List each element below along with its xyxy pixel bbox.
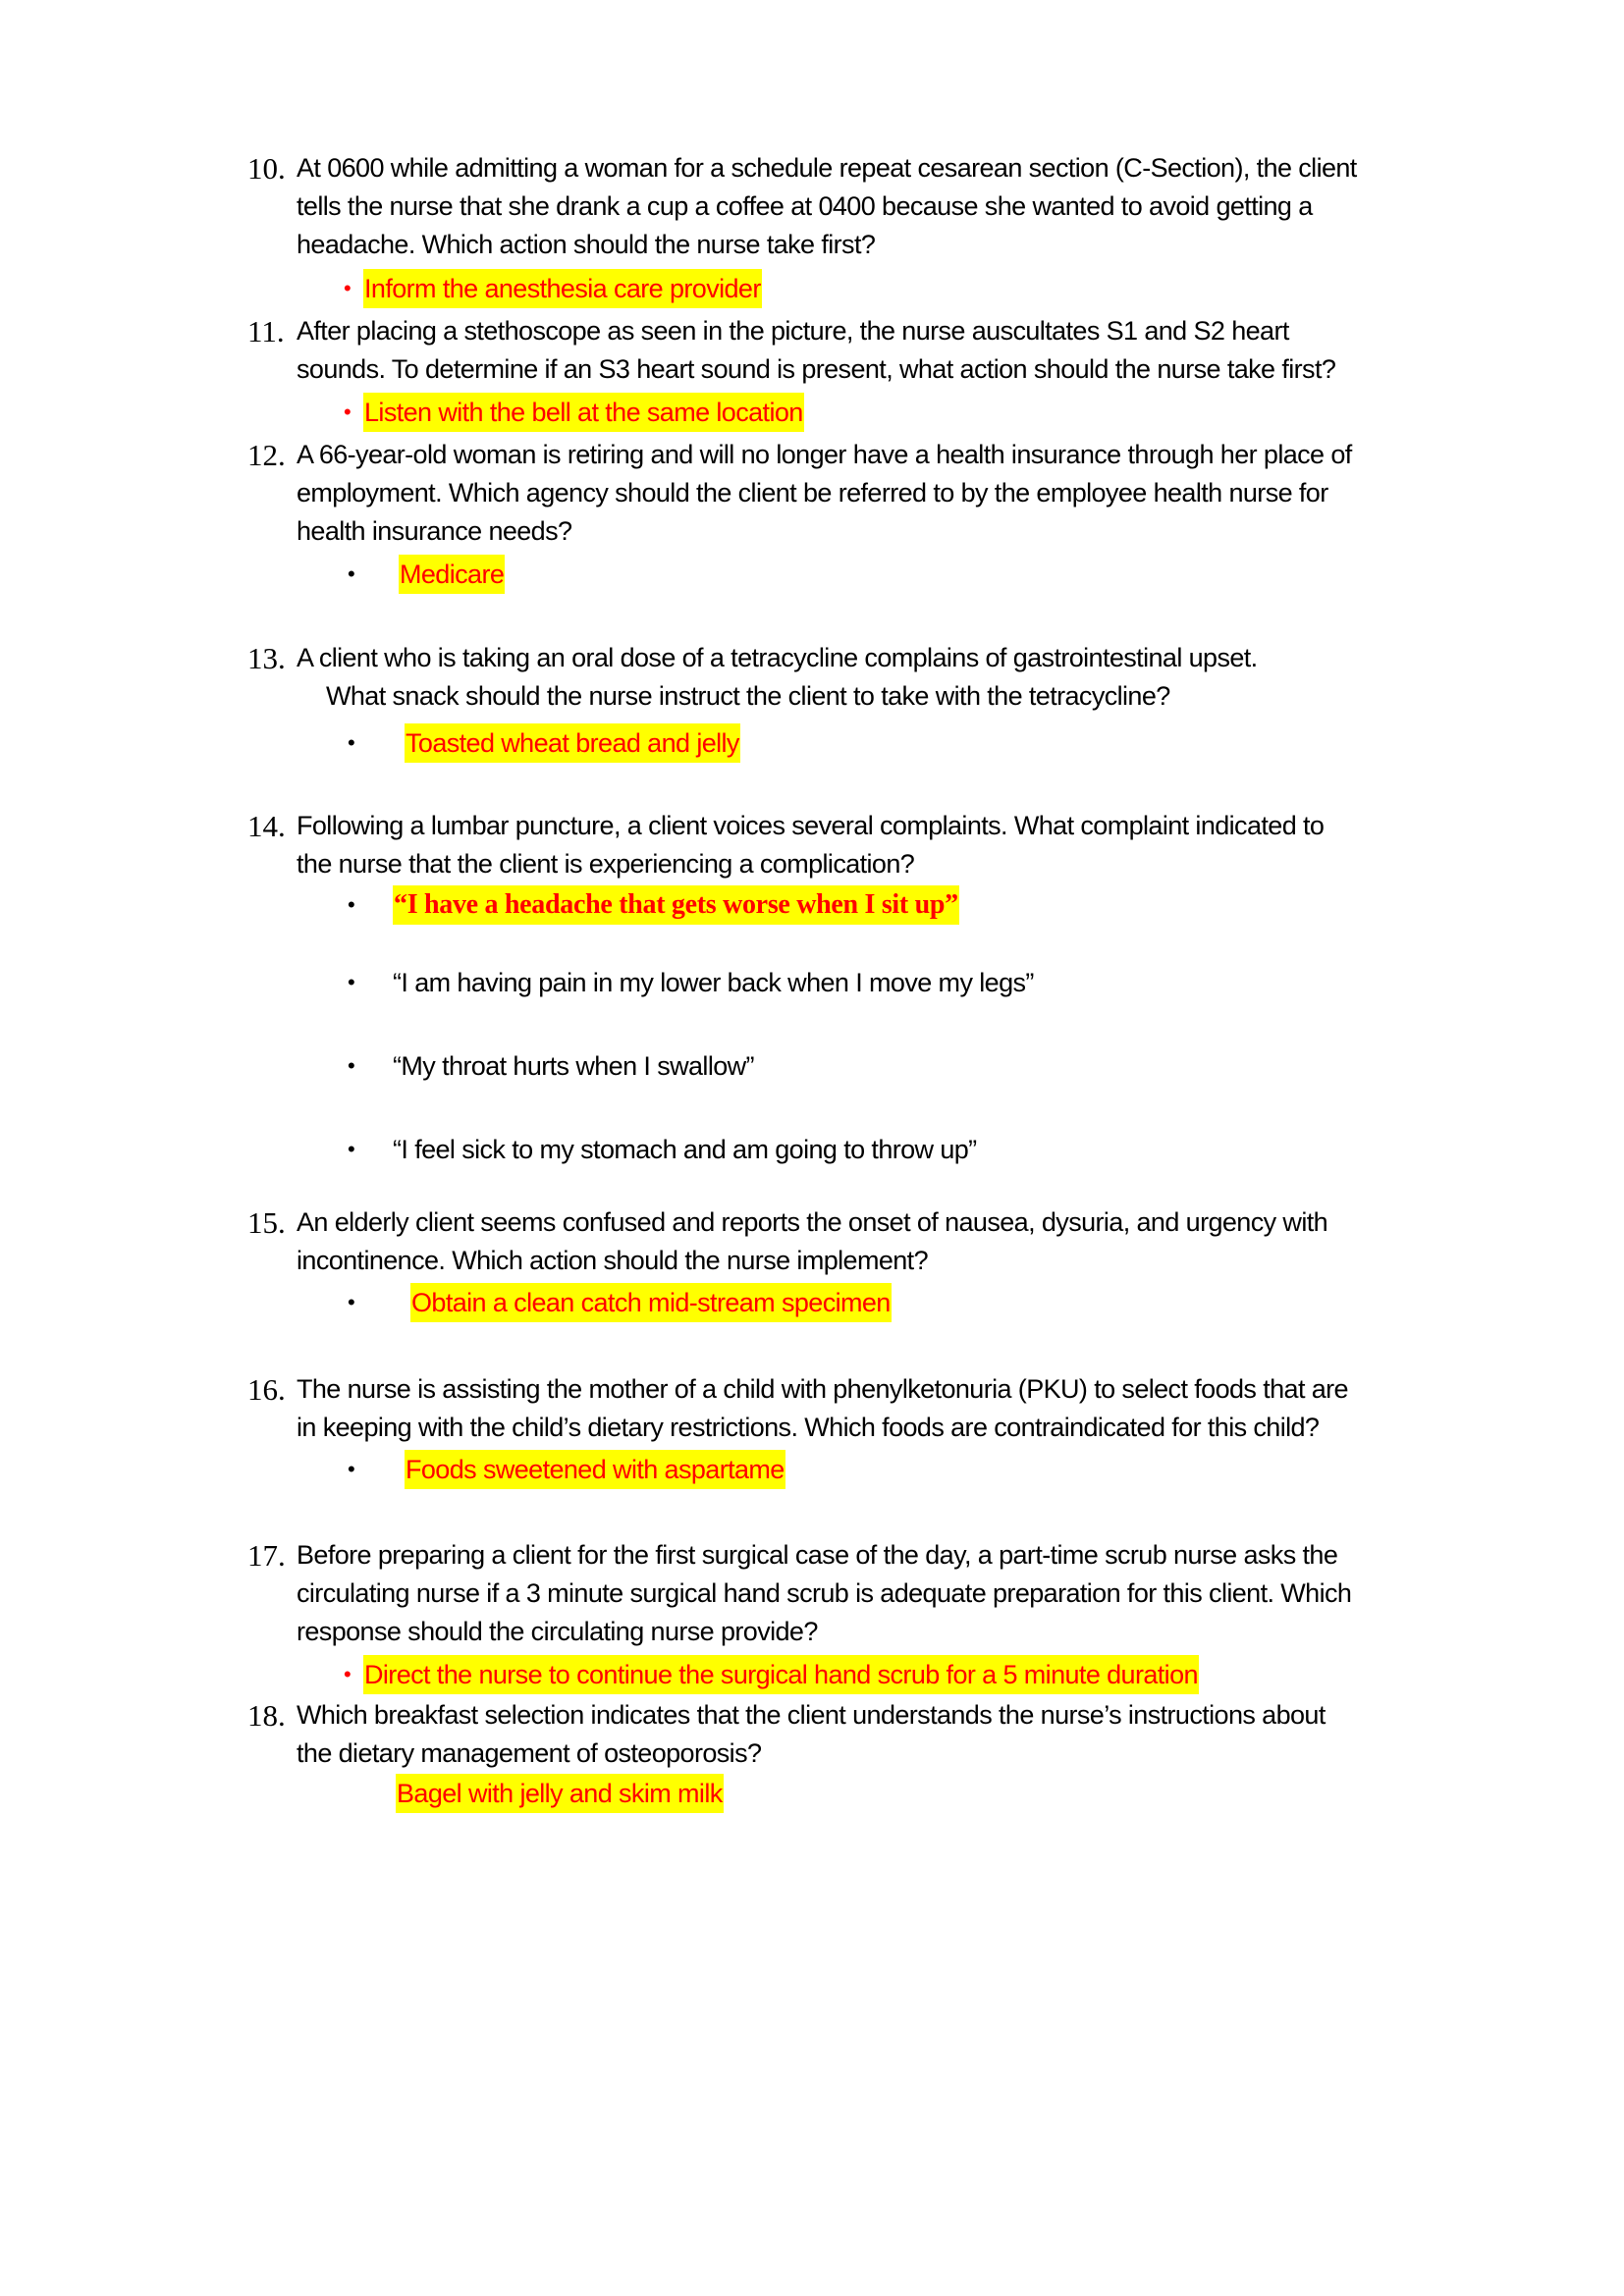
question-text-line: the nurse that the client is experiencing a complication? bbox=[297, 849, 915, 879]
question-text-line: What snack should the nurse instruct the client to take with the tetracycline? bbox=[326, 681, 1170, 711]
question-text-line: incontinence. Which action should the nurse implement? bbox=[297, 1246, 928, 1275]
bullet-icon: • bbox=[348, 892, 355, 917]
question-text-line: response should the circulating nurse provide? bbox=[297, 1617, 818, 1646]
question-13 bbox=[247, 639, 1485, 716]
question-text-line: A client who is taking an oral dose of a tetracycline complains of gastrointestinal upset. bbox=[297, 643, 1258, 672]
question-text-line: health insurance needs? bbox=[297, 516, 572, 546]
question-text-line: sounds. To determine if an S3 heart sound is present, what action should the nurse take first? bbox=[297, 354, 1336, 384]
bullet-icon: • bbox=[348, 1053, 355, 1078]
bullet-icon: • bbox=[348, 1290, 355, 1314]
bullet-icon: • bbox=[344, 1662, 352, 1686]
bullet-icon: • bbox=[348, 970, 355, 994]
question-text-line: A 66-year-old woman is retiring and will no longer have a health insurance through her place of bbox=[297, 440, 1352, 469]
highlighted-answer: Obtain a clean catch mid-stream specimen bbox=[410, 1283, 892, 1322]
highlighted-answer: Bagel with jelly and skim milk bbox=[396, 1774, 724, 1813]
question-10 bbox=[247, 149, 1485, 264]
question-text-line: circulating nurse if a 3 minute surgical hand scrub is adequate preparation for this client. Which bbox=[297, 1578, 1352, 1608]
question-number: 15. bbox=[247, 1205, 286, 1240]
question-11 bbox=[247, 312, 1485, 389]
question-15 bbox=[247, 1203, 1485, 1280]
question-number: 17. bbox=[247, 1538, 286, 1573]
question-text-line: in keeping with the child’s dietary restrictions. Which foods are contraindicated for this child? bbox=[297, 1413, 1320, 1442]
highlighted-answer: “I have a headache that gets worse when I sit up” bbox=[393, 885, 959, 925]
answer-option: “I am having pain in my lower back when I move my legs” bbox=[393, 968, 1034, 997]
question-text-line: headache. Which action should the nurse take first? bbox=[297, 230, 876, 259]
question-18 bbox=[247, 1696, 1485, 1773]
answer-option: “My throat hurts when I swallow” bbox=[393, 1051, 754, 1081]
answer-option: “I feel sick to my stomach and am going to throw up” bbox=[393, 1135, 977, 1164]
question-text-line: An elderly client seems confused and reports the onset of nausea, dysuria, and urgency with bbox=[297, 1207, 1328, 1237]
highlighted-answer: Direct the nurse to continue the surgical hand scrub for a 5 minute duration bbox=[363, 1655, 1199, 1694]
question-17 bbox=[247, 1536, 1485, 1651]
question-text-line: Following a lumbar puncture, a client voices several complaints. What complaint indicated to bbox=[297, 811, 1325, 840]
bullet-icon: • bbox=[344, 276, 352, 300]
bullet-icon: • bbox=[344, 400, 352, 424]
highlighted-answer: Inform the anesthesia care provider bbox=[363, 269, 762, 308]
question-number: 16. bbox=[247, 1372, 286, 1407]
question-text-line: employment. Which agency should the client be referred to by the employee health nurse for bbox=[297, 478, 1328, 507]
highlighted-answer: Listen with the bell at the same location bbox=[363, 393, 804, 432]
question-text-line: At 0600 while admitting a woman for a schedule repeat cesarean section (C-Section), the client bbox=[297, 153, 1357, 183]
question-number: 13. bbox=[247, 641, 286, 675]
highlighted-answer: Toasted wheat bread and jelly bbox=[405, 723, 740, 763]
bullet-icon: • bbox=[348, 1457, 355, 1481]
question-number: 18. bbox=[247, 1698, 286, 1733]
bullet-icon: • bbox=[348, 1137, 355, 1161]
bullet-icon: • bbox=[348, 561, 355, 586]
question-text-line: tells the nurse that she drank a cup a coffee at 0400 because she wanted to avoid getting a bbox=[297, 191, 1313, 221]
question-text-line: Before preparing a client for the first surgical case of the day, a part-time scrub nurse asks the bbox=[297, 1540, 1338, 1570]
question-16 bbox=[247, 1370, 1485, 1447]
bullet-icon: • bbox=[348, 730, 355, 755]
question-number: 14. bbox=[247, 809, 286, 843]
question-number: 11. bbox=[247, 314, 285, 348]
question-text-line: the dietary management of osteoporosis? bbox=[297, 1738, 762, 1768]
question-text-line: After placing a stethoscope as seen in the picture, the nurse auscultates S1 and S2 heart bbox=[297, 316, 1289, 346]
highlighted-answer: Medicare bbox=[399, 555, 505, 594]
question-text-line: Which breakfast selection indicates that the client understands the nurse’s instructions about bbox=[297, 1700, 1326, 1730]
question-12 bbox=[247, 436, 1485, 551]
question-number: 12. bbox=[247, 438, 286, 472]
question-14 bbox=[247, 807, 1485, 883]
question-number: 10. bbox=[247, 151, 286, 186]
highlighted-answer: Foods sweetened with aspartame bbox=[405, 1450, 785, 1489]
question-text-line: The nurse is assisting the mother of a child with phenylketonuria (PKU) to select foods that are bbox=[297, 1374, 1348, 1404]
